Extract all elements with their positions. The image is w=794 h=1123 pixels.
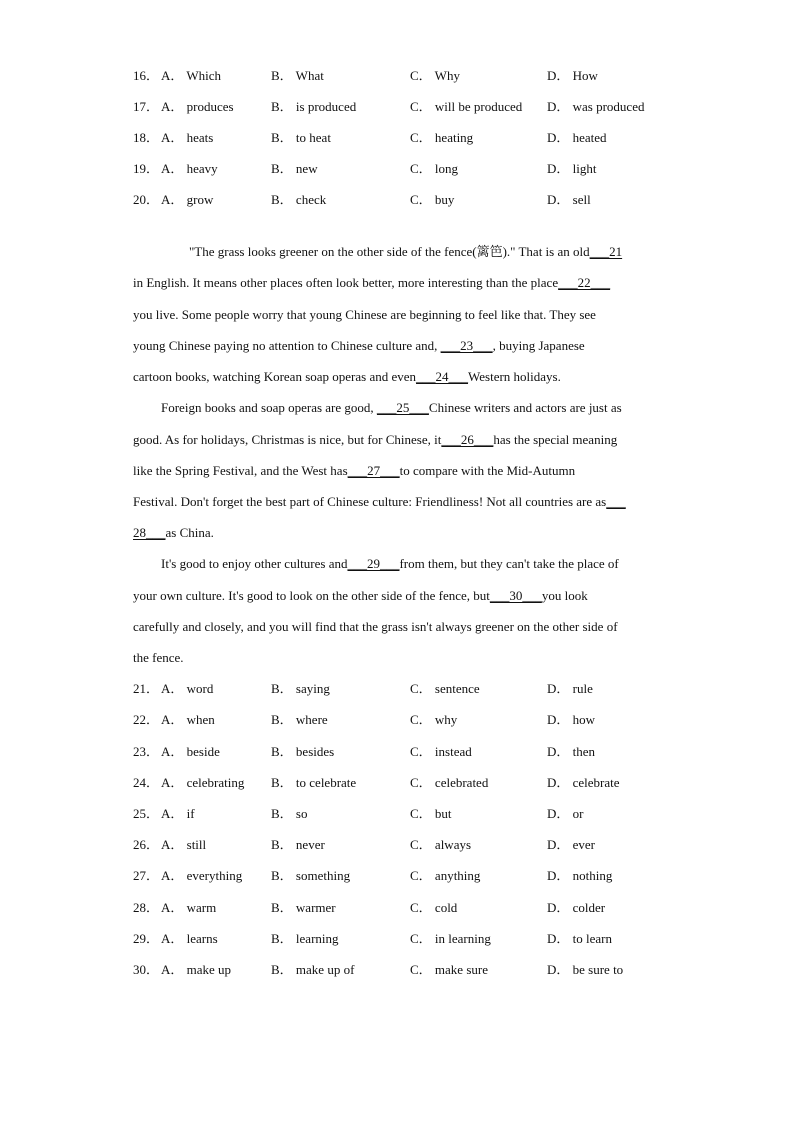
answer-blank: ___30___: [489, 588, 542, 603]
question-row-19: [133, 159, 693, 179]
option-a: A． celebrating: [161, 775, 245, 790]
question-number: 20．: [133, 192, 160, 207]
passage-line: [161, 398, 663, 418]
passage-line: [133, 336, 663, 356]
option-a: A． grow: [161, 192, 214, 207]
question-row-29: [133, 929, 693, 949]
passage-text: from them, but they can't take the place of: [399, 556, 619, 571]
option-b: B． learning: [271, 931, 339, 946]
passage-text: , buying Japanese: [492, 338, 585, 353]
option-d: D． or: [547, 806, 584, 821]
option-b: B． besides: [271, 744, 335, 759]
option-a: A． Which: [161, 68, 222, 83]
option-a: A． everything: [161, 868, 243, 883]
option-c: C． sentence: [410, 681, 480, 696]
question-number: 26．: [133, 837, 160, 852]
option-a: A． heavy: [161, 161, 218, 176]
option-b: B． never: [271, 837, 325, 852]
passage-line: [133, 586, 663, 606]
option-c: C． buy: [410, 192, 455, 207]
option-d: D． was produced: [547, 99, 645, 114]
passage-line: [161, 554, 663, 574]
answer-blank: ___: [606, 494, 626, 509]
question-row-30: [133, 960, 693, 980]
option-a: A． if: [161, 806, 195, 821]
passage-text: "The grass looks greener on the other side of the fence(篱笆)." That is an old: [189, 244, 590, 259]
question-row-27: [133, 866, 693, 886]
passage-text: your own culture. It's good to look on the other side of the fence, but: [133, 588, 490, 603]
option-d: D． to learn: [547, 931, 612, 946]
question-number: 27．: [133, 868, 160, 883]
option-c: C． heating: [410, 130, 474, 145]
answer-blank: ___22___: [558, 275, 611, 290]
option-d: D． ever: [547, 837, 596, 852]
question-number: 19．: [133, 161, 160, 176]
passage-line: [133, 430, 663, 450]
option-d: D． rule: [547, 681, 593, 696]
option-d: D． heated: [547, 130, 607, 145]
question-row-28: [133, 898, 693, 918]
question-row-26: [133, 835, 693, 855]
option-b: B． something: [271, 868, 351, 883]
option-b: B． make up of: [271, 962, 355, 977]
option-c: C． why: [410, 712, 458, 727]
option-c: C． cold: [410, 900, 458, 915]
passage-text: Chinese writers and actors are just as: [428, 400, 622, 415]
question-row-23: [133, 742, 693, 762]
passage-text: good. As for holidays, Christmas is nice, but for Chinese, it: [133, 432, 442, 447]
passage-text: you live. Some people worry that young Chinese are beginning to feel like that. They see: [133, 307, 596, 322]
answer-blank: 28___: [133, 525, 166, 540]
answer-blank: ___24___: [416, 369, 469, 384]
option-c: C． make sure: [410, 962, 488, 977]
question-number: 18．: [133, 130, 160, 145]
option-b: B． so: [271, 806, 308, 821]
answer-blank: ___25___: [376, 400, 429, 415]
question-number: 28．: [133, 900, 160, 915]
passage-text: young Chinese paying no attention to Chinese culture and,: [133, 338, 441, 353]
question-number: 16．: [133, 68, 160, 83]
option-d: D． then: [547, 744, 596, 759]
option-a: A． heats: [161, 130, 214, 145]
answer-blank: ___29___: [347, 556, 400, 571]
option-c: C． long: [410, 161, 459, 176]
question-number: 30．: [133, 962, 160, 977]
answer-blank: ___23___: [440, 338, 493, 353]
passage-text: like the Spring Festival, and the West has: [133, 463, 348, 478]
option-d: D． be sure to: [547, 962, 624, 977]
passage-line: [133, 648, 663, 668]
option-c: C． always: [410, 837, 472, 852]
question-row-21: [133, 679, 693, 699]
option-d: D． how: [547, 712, 596, 727]
option-d: D． light: [547, 161, 597, 176]
answer-blank: ___26___: [441, 432, 494, 447]
question-row-22: [133, 710, 693, 730]
option-b: B． to celebrate: [271, 775, 357, 790]
passage-text: Festival. Don't forget the best part of Chinese culture: Friendliness! Not all countries are as: [133, 494, 607, 509]
question-row-17: [133, 97, 693, 117]
passage-line: [133, 492, 663, 512]
question-row-24: [133, 773, 693, 793]
passage-text: carefully and closely, and you will find that the grass isn't always greener on the other side of: [133, 619, 618, 634]
option-a: A． when: [161, 712, 215, 727]
question-row-25: [133, 804, 693, 824]
option-d: D． colder: [547, 900, 606, 915]
option-a: A． make up: [161, 962, 232, 977]
option-c: C． anything: [410, 868, 481, 883]
passage-text: as China.: [165, 525, 214, 540]
option-a: A． word: [161, 681, 214, 696]
passage-text: It's good to enjoy other cultures and: [161, 556, 348, 571]
question-number: 23．: [133, 744, 160, 759]
question-number: 22．: [133, 712, 160, 727]
question-number: 24．: [133, 775, 160, 790]
option-a: A． still: [161, 837, 207, 852]
option-b: B． new: [271, 161, 318, 176]
option-b: B． check: [271, 192, 327, 207]
question-number: 17．: [133, 99, 160, 114]
option-b: B． saying: [271, 681, 330, 696]
option-b: B． to heat: [271, 130, 331, 145]
passage-text: Foreign books and soap operas are good,: [161, 400, 377, 415]
option-c: C． instead: [410, 744, 472, 759]
passage-line: [133, 523, 663, 543]
question-number: 21．: [133, 681, 160, 696]
option-b: B． warmer: [271, 900, 336, 915]
passage-text: cartoon books, watching Korean soap operas and even: [133, 369, 417, 384]
option-b: B． What: [271, 68, 324, 83]
passage-text: to compare with the Mid-Autumn: [399, 463, 576, 478]
question-row-18: [133, 128, 693, 148]
option-c: C． but: [410, 806, 452, 821]
passage-line: [189, 242, 669, 262]
passage-line: [133, 273, 663, 293]
option-a: A． learns: [161, 931, 218, 946]
passage-text: in English. It means other places often look better, more interesting than the place: [133, 275, 559, 290]
question-number: 25．: [133, 806, 160, 821]
option-c: C． will be produced: [410, 99, 523, 114]
option-d: D． sell: [547, 192, 591, 207]
option-d: D． How: [547, 68, 598, 83]
passage-line: [133, 461, 663, 481]
passage-text: has the special meaning: [493, 432, 618, 447]
passage-line: [133, 617, 663, 637]
passage-text: you look: [541, 588, 588, 603]
option-a: A． warm: [161, 900, 217, 915]
answer-blank: ___27___: [347, 463, 400, 478]
passage-text: the fence.: [133, 650, 184, 665]
answer-blank: ___21: [589, 244, 623, 259]
passage-text: Western holidays.: [468, 369, 561, 384]
option-c: C． in learning: [410, 931, 491, 946]
question-row-20: [133, 190, 693, 210]
option-d: D． nothing: [547, 868, 613, 883]
option-a: A． beside: [161, 744, 220, 759]
option-c: C． Why: [410, 68, 460, 83]
option-c: C． celebrated: [410, 775, 489, 790]
option-a: A． produces: [161, 99, 234, 114]
option-d: D． celebrate: [547, 775, 620, 790]
option-b: B． where: [271, 712, 328, 727]
question-row-16: [133, 66, 693, 86]
passage-line: [133, 367, 663, 387]
option-b: B． is produced: [271, 99, 357, 114]
passage-line: [133, 305, 663, 325]
question-number: 29．: [133, 931, 160, 946]
